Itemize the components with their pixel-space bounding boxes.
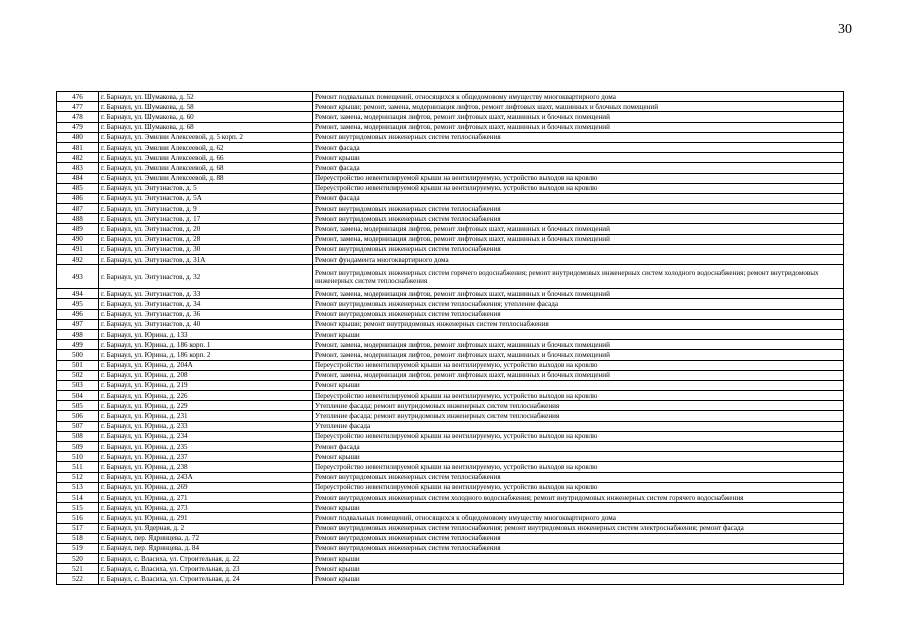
table-row — [57, 163, 844, 173]
table-row — [57, 173, 844, 183]
table-row — [57, 234, 844, 244]
table-row — [57, 329, 844, 339]
row-address: г. Барнаул, ул. Эмилии Алексеевой, д. 88 — [99, 173, 313, 183]
row-number: 485 — [57, 183, 99, 193]
table-row — [57, 431, 844, 441]
table-row — [57, 472, 844, 482]
row-number: 477 — [57, 102, 99, 112]
row-work: Ремонт крыши — [313, 564, 844, 574]
row-number: 489 — [57, 224, 99, 234]
row-address: г. Барнаул, ул. Энтузиастов, д. 5А — [99, 193, 313, 203]
row-number: 503 — [57, 380, 99, 390]
row-address: г. Барнаул, ул. Юрина, д. 234 — [99, 431, 313, 441]
row-work: Ремонт крыши — [313, 503, 844, 513]
row-work: Утепление фасада; ремонт внутридомовых инженерных систем теплоснабжения — [313, 401, 844, 411]
table-row — [57, 574, 844, 584]
repair-works-table — [56, 91, 844, 585]
row-number: 478 — [57, 112, 99, 122]
table-row — [57, 319, 844, 329]
row-work: Ремонт внутридомовых инженерных систем теплоснабжения; утепление фасада — [313, 299, 844, 309]
table-row — [57, 340, 844, 350]
row-work: Ремонт, замена, модернизация лифтов, ремонт лифтовых шахт, машинных и блочных помещений — [313, 224, 844, 234]
row-work: Ремонт внутридомовых инженерных систем теплоснабжения — [313, 472, 844, 482]
row-work: Ремонт крыши — [313, 380, 844, 390]
row-work: Переустройство невентилируемой крыши на вентилируемую, устройство выходов на кровлю — [313, 482, 844, 492]
row-address: г. Барнаул, ул. Юрина, д. 271 — [99, 492, 313, 502]
table-row — [57, 214, 844, 224]
row-work: Ремонт, замена, модернизация лифтов, ремонт лифтовых шахт, машинных и блочных помещений — [313, 234, 844, 244]
row-number: 487 — [57, 204, 99, 214]
row-number: 509 — [57, 442, 99, 452]
table-row — [57, 224, 844, 234]
table-row — [57, 309, 844, 319]
row-work: Ремонт внутридомовых инженерных систем теплоснабжения — [313, 533, 844, 543]
row-work: Ремонт, замена, модернизация лифтов, ремонт лифтовых шахт, машинных и блочных помещений — [313, 112, 844, 122]
row-address: г. Барнаул, ул. Шумакова, д. 68 — [99, 122, 313, 132]
row-work: Ремонт внутридомовых инженерных систем холодного водоснабжения; ремонт внутридомовых инженерных систем горячего водоснабжения — [313, 492, 844, 502]
table-row — [57, 153, 844, 163]
table-row — [57, 492, 844, 502]
row-address: г. Барнаул, ул. Шумакова, д. 52 — [99, 92, 313, 102]
row-work: Ремонт фундамента многоквартирного дома — [313, 255, 844, 265]
row-number: 518 — [57, 533, 99, 543]
row-address: г. Барнаул, ул. Юрина, д. 237 — [99, 452, 313, 462]
row-work: Ремонт, замена, модернизация лифтов, ремонт лифтовых шахт, машинных и блочных помещений — [313, 289, 844, 299]
row-work: Ремонт фасада — [313, 142, 844, 152]
table-row — [57, 533, 844, 543]
row-address: г. Барнаул, ул. Энтузиастов, д. 34 — [99, 299, 313, 309]
row-address: г. Барнаул, ул. Шумакова, д. 60 — [99, 112, 313, 122]
row-address: г. Барнаул, ул. Энтузиастов, д. 31А — [99, 255, 313, 265]
row-number: 494 — [57, 289, 99, 299]
table-row — [57, 92, 844, 102]
table-row — [57, 482, 844, 492]
row-number: 513 — [57, 482, 99, 492]
row-address: г. Барнаул, ул. Энтузиастов, д. 28 — [99, 234, 313, 244]
table-row — [57, 543, 844, 553]
row-address: г. Барнаул, ул. Юрина, д. 238 — [99, 462, 313, 472]
row-address: г. Барнаул, пер. Ядринцева, д. 84 — [99, 543, 313, 553]
row-number: 517 — [57, 523, 99, 533]
row-work: Ремонт фасада — [313, 442, 844, 452]
row-work: Ремонт крыши — [313, 574, 844, 584]
table-row — [57, 503, 844, 513]
row-address: г. Барнаул, ул. Энтузиастов, д. 30 — [99, 244, 313, 254]
row-address: г. Барнаул, ул. Юрина, д. 226 — [99, 391, 313, 401]
row-number: 508 — [57, 431, 99, 441]
table-row — [57, 122, 844, 132]
row-number: 499 — [57, 340, 99, 350]
table-row — [57, 204, 844, 214]
row-address: г. Барнаул, ул. Юрина, д. 204А — [99, 360, 313, 370]
row-work: Утепление фасада; ремонт внутридомовых инженерных систем теплоснабжения — [313, 411, 844, 421]
row-work: Ремонт внутридомовых инженерных систем теплоснабжения; ремонт внутридомовых инженерных систем электроснабжения; ремонт фасада — [313, 523, 844, 533]
row-number: 484 — [57, 173, 99, 183]
table-row — [57, 112, 844, 122]
table-row — [57, 350, 844, 360]
table-body — [57, 92, 844, 585]
row-number: 492 — [57, 255, 99, 265]
table-row — [57, 244, 844, 254]
row-number: 476 — [57, 92, 99, 102]
row-number: 486 — [57, 193, 99, 203]
table-row — [57, 255, 844, 265]
row-address: г. Барнаул, ул. Эмилии Алексеевой, д. 62 — [99, 142, 313, 152]
row-number: 522 — [57, 574, 99, 584]
row-number: 511 — [57, 462, 99, 472]
row-number: 501 — [57, 360, 99, 370]
row-work: Ремонт крыши; ремонт, замена, модернизация лифтов, ремонт лифтовых шахт, машинных и блочных помещений — [313, 102, 844, 112]
table-row — [57, 299, 844, 309]
row-number: 520 — [57, 554, 99, 564]
row-work: Ремонт внутридомовых инженерных систем горячего водоснабжения; ремонт внутридомовых инженерных систем холодного водоснабжения; ремонт внутридомовых инженерных систем теплоснабжения — [313, 265, 844, 289]
row-address: г. Барнаул, ул. Юрина, д. 273 — [99, 503, 313, 513]
row-address: г. Барнаул, ул. Эмилии Алексеевой, д. 68 — [99, 163, 313, 173]
row-work: Ремонт внутридомовых инженерных систем теплоснабжения — [313, 214, 844, 224]
row-work: Ремонт крыши; ремонт внутридомовых инженерных систем теплоснабжения — [313, 319, 844, 329]
row-number: 482 — [57, 153, 99, 163]
row-number: 506 — [57, 411, 99, 421]
table-row — [57, 564, 844, 574]
row-address: г. Барнаул, с. Власиха, ул. Строительная, д. 24 — [99, 574, 313, 584]
row-number: 505 — [57, 401, 99, 411]
row-work: Ремонт, замена, модернизация лифтов, ремонт лифтовых шахт, машинных и блочных помещений — [313, 122, 844, 132]
table-row — [57, 401, 844, 411]
row-address: г. Барнаул, ул. Юрина, д. 235 — [99, 442, 313, 452]
row-work: Ремонт, замена, модернизация лифтов, ремонт лифтовых шахт, машинных и блочных помещений — [313, 350, 844, 360]
table-row — [57, 452, 844, 462]
row-address: г. Барнаул, ул. Юрина, д. 231 — [99, 411, 313, 421]
row-address: г. Барнаул, ул. Юрина, д. 269 — [99, 482, 313, 492]
table-row — [57, 183, 844, 193]
row-number: 490 — [57, 234, 99, 244]
row-number: 516 — [57, 513, 99, 523]
table-row — [57, 391, 844, 401]
row-address: г. Барнаул, ул. Юрина, д. 229 — [99, 401, 313, 411]
row-number: 498 — [57, 329, 99, 339]
row-work: Ремонт крыши — [313, 554, 844, 564]
table-row — [57, 289, 844, 299]
row-work: Ремонт внутридомовых инженерных систем теплоснабжения — [313, 309, 844, 319]
table-row — [57, 380, 844, 390]
table-row — [57, 421, 844, 431]
row-number: 480 — [57, 132, 99, 142]
row-address: г. Барнаул, ул. Юрина, д. 243А — [99, 472, 313, 482]
row-number: 497 — [57, 319, 99, 329]
row-number: 514 — [57, 492, 99, 502]
row-work: Переустройство невентилируемой крыши на вентилируемую, устройство выходов на кровлю — [313, 391, 844, 401]
row-number: 504 — [57, 391, 99, 401]
row-address: г. Барнаул, ул. Энтузиастов, д. 5 — [99, 183, 313, 193]
row-work: Ремонт подвальных помещений, относящихся к общедомовому имуществу многоквартирного дома — [313, 513, 844, 523]
row-number: 488 — [57, 214, 99, 224]
row-address: г. Барнаул, с. Власиха, ул. Строительная, д. 22 — [99, 554, 313, 564]
row-work: Переустройство невентилируемой крыши на вентилируемую, устройство выходов на кровлю — [313, 431, 844, 441]
table-row — [57, 513, 844, 523]
table-row — [57, 462, 844, 472]
row-address: г. Барнаул, ул. Энтузиастов, д. 9 — [99, 204, 313, 214]
row-address: г. Барнаул, ул. Энтузиастов, д. 36 — [99, 309, 313, 319]
row-work: Ремонт внутридомовых инженерных систем теплоснабжения — [313, 132, 844, 142]
row-address: г. Барнаул, ул. Юрина, д. 233 — [99, 421, 313, 431]
row-work: Переустройство невентилируемой крыши на вентилируемую, устройство выходов на кровлю — [313, 360, 844, 370]
row-number: 521 — [57, 564, 99, 574]
row-address: г. Барнаул, ул. Юрина, д. 208 — [99, 370, 313, 380]
row-address: г. Барнаул, ул. Эмилии Алексеевой, д. 66 — [99, 153, 313, 163]
table-row — [57, 442, 844, 452]
row-work: Ремонт, замена, модернизация лифтов, ремонт лифтовых шахт, машинных и блочных помещений — [313, 370, 844, 380]
table-row — [57, 554, 844, 564]
row-work: Ремонт подвальных помещений, относящихся к общедомовому имуществу многоквартирного дома — [313, 92, 844, 102]
row-work: Ремонт фасада — [313, 193, 844, 203]
table-row — [57, 360, 844, 370]
row-address: г. Барнаул, пер. Ядринцева, д. 72 — [99, 533, 313, 543]
row-address: г. Барнаул, ул. Юрина, д. 186 корп. 2 — [99, 350, 313, 360]
row-number: 479 — [57, 122, 99, 132]
table-row — [57, 132, 844, 142]
row-address: г. Барнаул, ул. Энтузиастов, д. 40 — [99, 319, 313, 329]
row-work: Ремонт, замена, модернизация лифтов, ремонт лифтовых шахт, машинных и блочных помещений — [313, 340, 844, 350]
row-number: 493 — [57, 265, 99, 289]
row-work: Ремонт внутридомовых инженерных систем теплоснабжения — [313, 244, 844, 254]
row-number: 502 — [57, 370, 99, 380]
row-address: г. Барнаул, ул. Энтузиастов, д. 20 — [99, 224, 313, 234]
row-work: Утепление фасада — [313, 421, 844, 431]
row-address: г. Барнаул, ул. Энтузиастов, д. 17 — [99, 214, 313, 224]
row-work: Ремонт крыши — [313, 329, 844, 339]
row-number: 510 — [57, 452, 99, 462]
table-row — [57, 265, 844, 289]
table-row — [57, 102, 844, 112]
table-row — [57, 370, 844, 380]
row-work: Ремонт крыши — [313, 153, 844, 163]
row-address: г. Барнаул, ул. Юрина, д. 133 — [99, 329, 313, 339]
table-row — [57, 142, 844, 152]
row-work: Переустройство невентилируемой крыши на вентилируемую, устройство выходов на кровлю — [313, 173, 844, 183]
row-address: г. Барнаул, ул. Юрина, д. 186 корп. 1 — [99, 340, 313, 350]
row-address: г. Барнаул, ул. Ядерная, д. 2 — [99, 523, 313, 533]
row-work: Переустройство невентилируемой крыши на вентилируемую, устройство выходов на кровлю — [313, 462, 844, 472]
row-number: 491 — [57, 244, 99, 254]
row-work: Ремонт внутридомовых инженерных систем теплоснабжения — [313, 543, 844, 553]
table-row — [57, 411, 844, 421]
row-number: 500 — [57, 350, 99, 360]
row-work: Ремонт крыши — [313, 452, 844, 462]
row-number: 515 — [57, 503, 99, 513]
row-address: г. Барнаул, с. Власиха, ул. Строительная, д. 23 — [99, 564, 313, 574]
row-address: г. Барнаул, ул. Шумакова, д. 58 — [99, 102, 313, 112]
row-number: 507 — [57, 421, 99, 431]
row-address: г. Барнаул, ул. Юрина, д. 291 — [99, 513, 313, 523]
row-number: 519 — [57, 543, 99, 553]
row-number: 483 — [57, 163, 99, 173]
row-number: 496 — [57, 309, 99, 319]
row-address: г. Барнаул, ул. Эмилии Алексеевой, д. 5 корп. 2 — [99, 132, 313, 142]
row-number: 512 — [57, 472, 99, 482]
page-number: 30 — [838, 22, 852, 37]
table-row — [57, 523, 844, 533]
row-number: 495 — [57, 299, 99, 309]
table-row — [57, 193, 844, 203]
row-work: Ремонт внутридомовых инженерных систем теплоснабжения — [313, 204, 844, 214]
row-address: г. Барнаул, ул. Энтузиастов, д. 33 — [99, 289, 313, 299]
row-number: 481 — [57, 142, 99, 152]
row-address: г. Барнаул, ул. Юрина, д. 219 — [99, 380, 313, 390]
row-work: Переустройство невентилируемой крыши на вентилируемую, устройство выходов на кровлю — [313, 183, 844, 193]
row-work: Ремонт фасада — [313, 163, 844, 173]
row-address: г. Барнаул, ул. Энтузиастов, д. 32 — [99, 265, 313, 289]
